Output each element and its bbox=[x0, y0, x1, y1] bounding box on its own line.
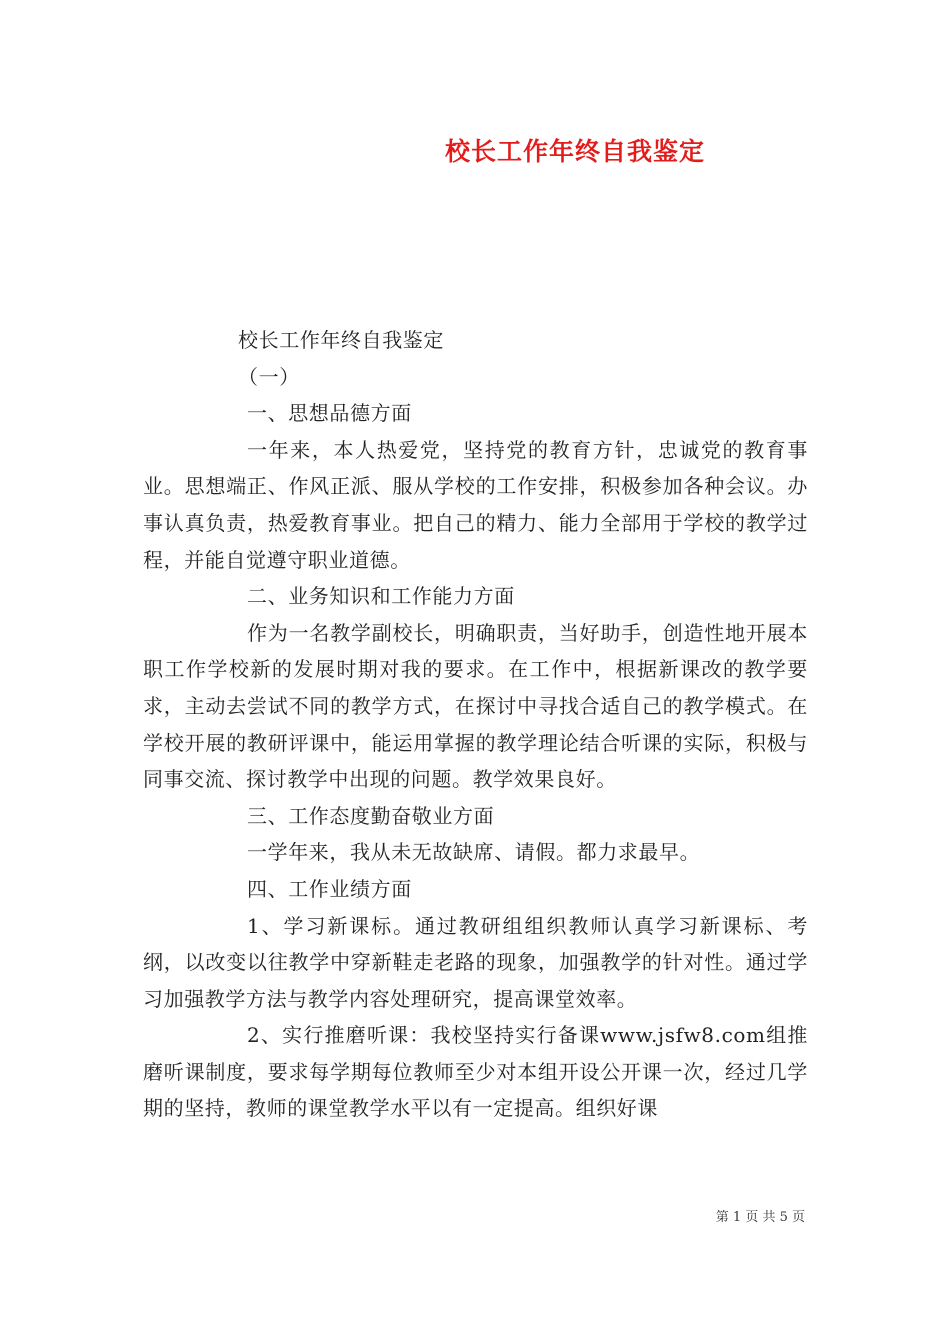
section-1-paragraph: 一年来，本人热爱党，坚持党的教育方针，忠诚党的教育事业。思想端正、作风正派、服从学校的工作安排，积极参加各种会议。办事认真负责，热爱教育事业。把自己的精力、能力全部用于学校的教学过程，并能自觉遵守职业道德。 bbox=[143, 437, 808, 572]
section-3-heading: 三、工作态度勤奋敬业方面 bbox=[247, 803, 495, 828]
section-1-heading: 一、思想品德方面 bbox=[247, 401, 412, 426]
section-4-item-2: 2、实行推磨听课：我校坚持实行备课www.jsfw8.com组推磨听课制度，要求每学期每位教师至少对本组开设公开课一次，经过几学期的坚持，教师的课堂教学水平以有一定提高。组织好课 bbox=[143, 1023, 808, 1121]
section-3-paragraph: 一学年来，我从未无故缺席、请假。都力求最早。 bbox=[247, 840, 701, 865]
section-4-item-1: 1、学习新课标。通过教研组组织教师认真学习新课标、考纲，以改变以往教学中穿新鞋走老路的现象，加强教学的针对性。通过学习加强教学方法与教学内容处理研究，提高课堂效率。 bbox=[143, 913, 808, 1011]
part-label: （一） bbox=[238, 364, 300, 389]
section-2-paragraph: 作为一名教学副校长，明确职责，当好助手，创造性地开展本职工作学校新的发展时期对我的要求。在工作中，根据新课改的教学要求，主动去尝试不同的教学方式，在探讨中寻找合适自己的教学模式。在学校开展的教研评课中，能运用掌握的教学理论结合听课的实际，积极与同事交流、探讨教学中出现的问题。教学效果良好。 bbox=[143, 620, 808, 792]
section-2-heading: 二、业务知识和工作能力方面 bbox=[247, 584, 515, 609]
page-title: 校长工作年终自我鉴定 bbox=[444, 137, 705, 166]
section-4-heading: 四、工作业绩方面 bbox=[247, 876, 412, 901]
document-title: 校长工作年终自我鉴定 bbox=[238, 328, 444, 352]
page-footer: 第 1 页 共 5 页 bbox=[715, 1210, 805, 1225]
document-body bbox=[143, 322, 808, 1127]
